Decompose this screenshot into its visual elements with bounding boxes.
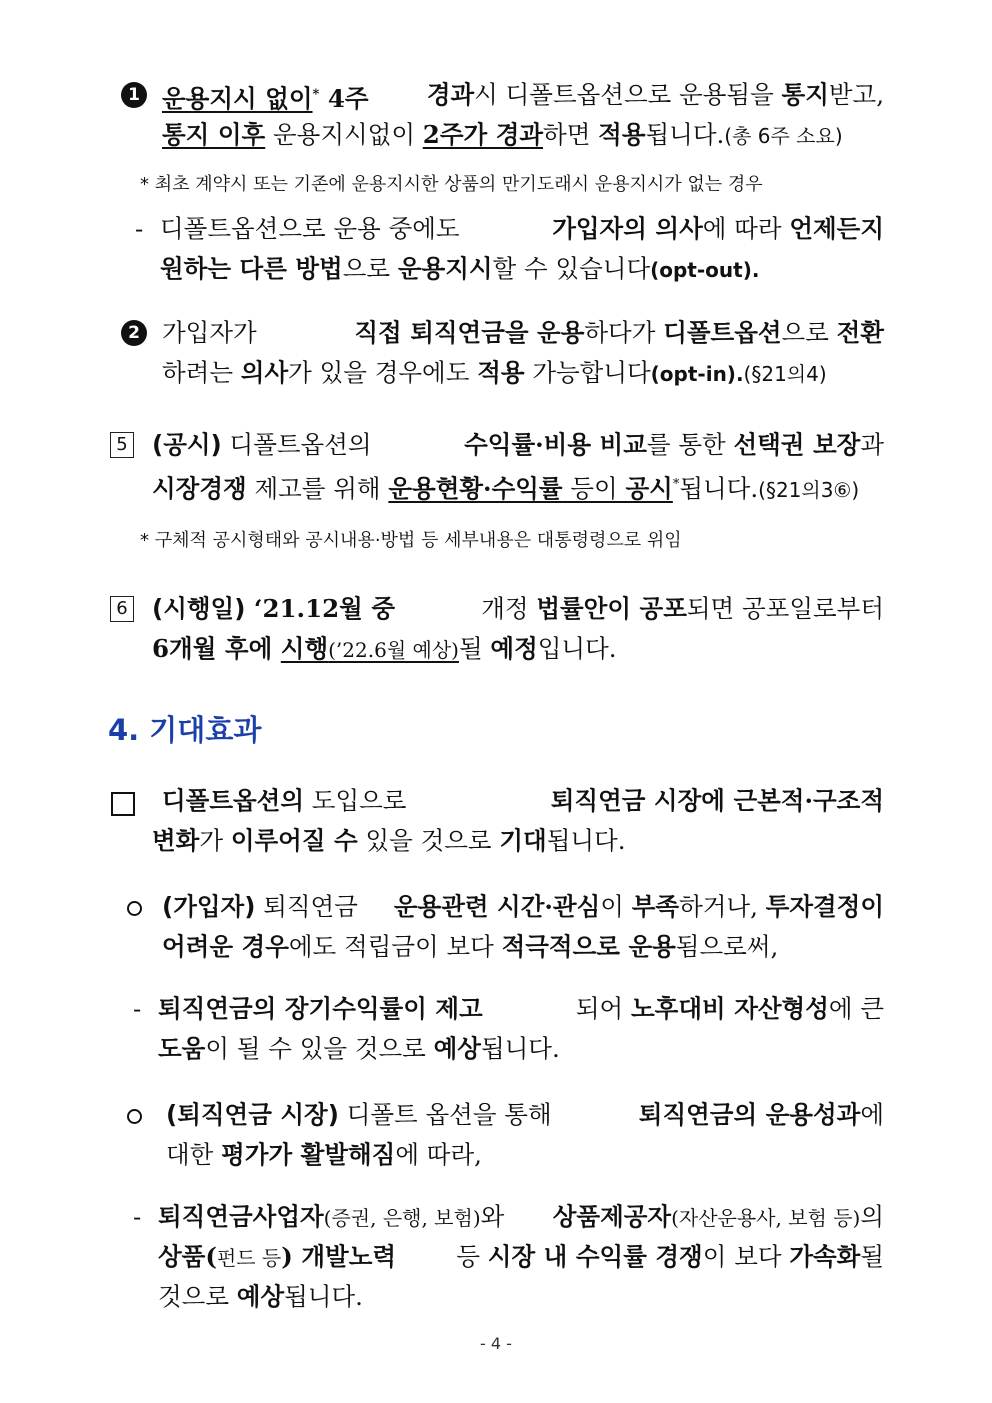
s1-sub-line-1: 디폴트옵션으로 운용 중에도 가입자의 의사에 따라 언제든지 — [160, 214, 884, 243]
p3-sub-line-3: 것으로 예상됩니다. — [158, 1282, 363, 1311]
section-heading: 4. 기대효과 — [108, 713, 262, 747]
p1-line-2: 변화가 이루어질 수 있을 것으로 기대됩니다. — [152, 826, 626, 855]
p2-line-1: (가입자) 퇴직연금 운용관련 시간·관심이 부족하거나, 투자결정이 — [162, 892, 884, 921]
p3-line-2: 대한 평가가 활발해짐에 따라, — [166, 1140, 482, 1169]
p3-sub-dash: - — [133, 1202, 142, 1231]
p3-sub-line-1: 퇴직연금사업자(증권, 은행, 보험)와 상품제공자(자산운용사, 보험 등)의 — [158, 1202, 884, 1231]
boxed-number-6: 6 — [110, 596, 134, 622]
s5-line-2: 시장경쟁 제고를 위해 운용현황·수익률 등이 공시*됩니다.(§21의3⑥) — [152, 474, 860, 504]
p3-line-1: (퇴직연금 시장) 디폴트 옵션을 통해 퇴직연금의 운용성과에 — [166, 1100, 884, 1129]
s1-line-2: 통지 이후 운용지시없이 2주가 경과하면 적용됩니다.(총 6주 소요) — [162, 120, 843, 149]
s5-line-1: (공시) 디폴트옵션의 수익률·비용 비교를 통한 선택권 보장과 — [152, 430, 884, 459]
page-number: - 4 - — [480, 1334, 512, 1353]
square-bullet — [111, 792, 135, 816]
s6-line-2: 6개월 후에 시행(’22.6월 예상)될 예정입니다. — [152, 634, 617, 663]
circled-number-2: 2 — [121, 320, 147, 346]
s5-footnote: * 구체적 공시형태와 공시내용·방법 등 세부내용은 대통령령으로 위임 — [140, 530, 682, 551]
s2-line-1: 가입자가 직접 퇴직연금을 운용하다가 디폴트옵션으로 전환 — [162, 318, 884, 347]
s2-line-2: 하려는 의사가 있을 경우에도 적용 가능합니다(opt-in).(§21의4) — [162, 358, 827, 387]
s1-sub-line-2: 원하는 다른 방법으로 운용지시할 수 있습니다(opt-out). — [160, 254, 760, 283]
p2-sub-dash: - — [133, 994, 142, 1023]
boxed-number-5: 5 — [110, 432, 134, 458]
s6-line-1: (시행일) ‘21.12월 중 개정 법률안이 공포되면 공포일로부터 — [152, 594, 884, 623]
circle-bullet — [127, 901, 142, 916]
s1-line-1: 운용지시 없이* 4주 경과시 디폴트옵션으로 운용됨을 통지받고, — [162, 80, 884, 114]
s1-footnote: * 최초 계약시 또는 기존에 운용지시한 상품의 만기도래시 운용지시가 없는 경우 — [140, 174, 763, 195]
p2-sub-line-2: 도움이 될 수 있을 것으로 예상됩니다. — [158, 1034, 560, 1063]
p1-line-1: 디폴트옵션의 도입으로 퇴직연금 시장에 근본적·구조적 — [162, 786, 884, 815]
circled-number-1: 1 — [121, 82, 147, 108]
p2-line-2: 어려운 경우에도 적립금이 보다 적극적으로 운용됨으로써, — [162, 932, 779, 961]
circle-bullet — [127, 1109, 142, 1124]
p3-sub-line-2: 상품(펀드 등) 개발노력 등 시장 내 수익률 경쟁이 보다 가속화될 — [158, 1242, 884, 1271]
p2-sub-line-1: 퇴직연금의 장기수익률이 제고 되어 노후대비 자산형성에 큰 — [158, 994, 884, 1023]
s1-sub-dash: - — [135, 214, 144, 243]
